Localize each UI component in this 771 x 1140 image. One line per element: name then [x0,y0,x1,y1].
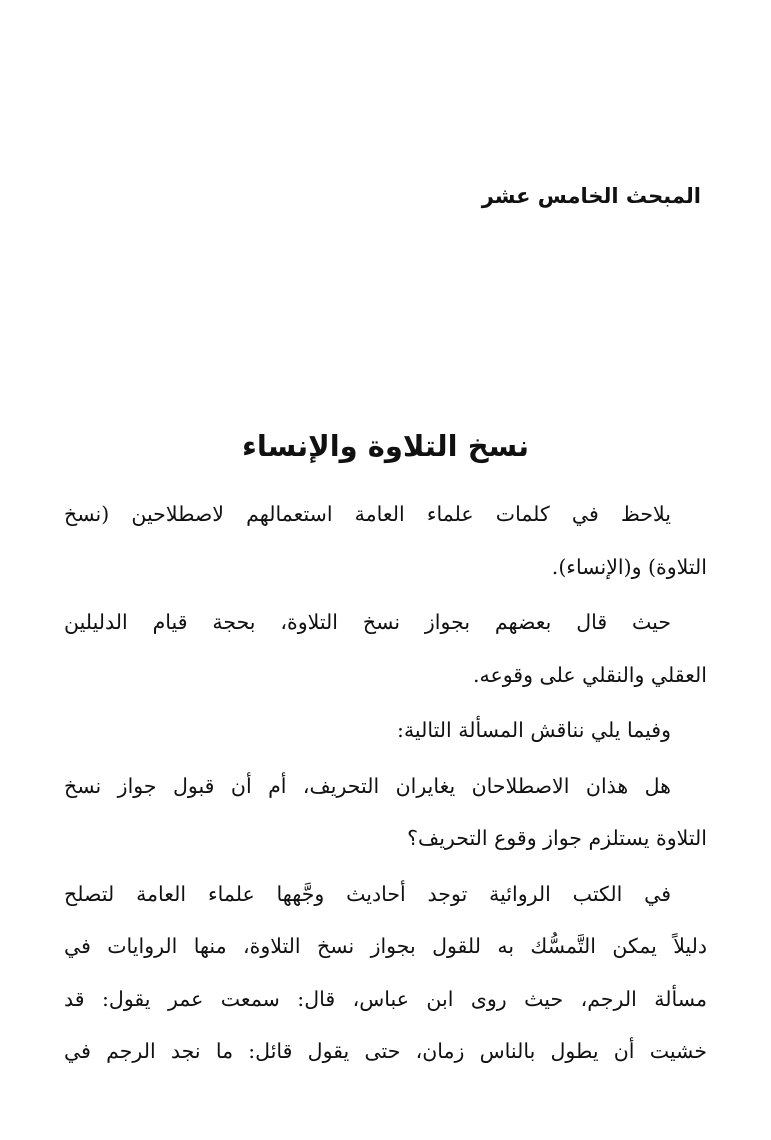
text-line: في الكتب الروائية توجد أحاديث وجَّهها علماء العامة لتصلح [64,881,671,906]
text-line: دليلاً يمكن التَّمسُّك به للقول بجواز نسخ التلاوة، منها الروايات في [64,934,707,958]
text-line: وفيما يلي نناقش المسألة التالية: [397,718,671,742]
text-line: مسألة الرجم، حيث روى ابن عباس، قال: سمعت عمر يقول: قد [64,986,707,1011]
chapter-title: نسخ التلاوة والإنساء [242,429,529,463]
text-line: خشيت أن يطول بالناس زمان، حتى يقول قائل: ما نجد الرجم في [64,1039,707,1063]
paragraph-3 [64,704,707,757]
text-line: هل هذان الاصطلاحان يغايران التحريف، أم أن قبول جواز نسخ [64,773,671,798]
body-text [64,488,707,1081]
text-line: العقلي والنقلي على وقوعه. [472,662,707,687]
section-label: المبحث الخامس عشر [481,184,701,208]
text-line: التلاوة يستلزم جواز وقوع التحريف؟ [407,826,707,850]
text-line: حيث قال بعضهم بجواز نسخ التلاوة، بحجة قيام الدليلين [64,610,671,634]
paragraph-2 [64,596,707,701]
paragraph-4 [64,760,707,865]
paragraph-5 [64,868,707,1078]
paragraph-1 [64,488,707,593]
text-line: يلاحظ في كلمات علماء العامة استعمالهم لاصطلاحين (نسخ [64,502,671,526]
text-line: التلاوة) و(الإنساء). [551,554,707,579]
